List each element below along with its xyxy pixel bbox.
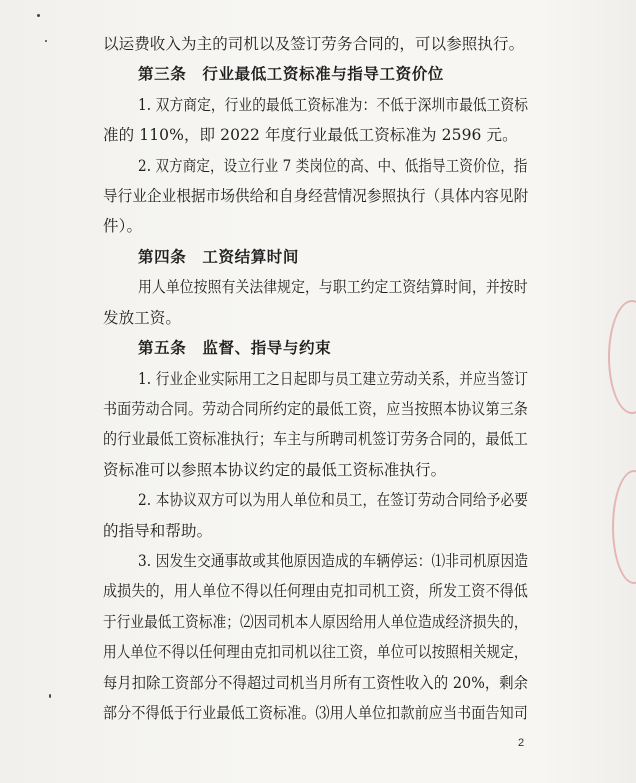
scan-speck <box>49 694 51 698</box>
page-number: 2 <box>518 737 525 749</box>
text-line: 1. 行业企业实际用工之日起即与员工建立劳动关系，并应当签订 <box>138 370 529 388</box>
text-line: 部分不得低于行业最低工资标准。⑶用人单位扣款前应当书面告知司 <box>103 704 528 722</box>
text-line: 准的 110%，即 2022 年度行业最低工资标准为 2596 元。 <box>103 126 518 144</box>
text-line: 书面劳动合同。劳动合同所约定的最低工资，应当按照本协议第三条 <box>103 400 528 418</box>
text-line: 2. 双方商定，设立行业 7 类岗位的高、中、低指导工资价位，指 <box>138 157 528 175</box>
text-line: 每月扣除工资部分不得超过司机当月所有工资性收入的 20%，剩余 <box>103 674 529 692</box>
text-line: 导行业企业根据市场供给和自身经营情况参照执行（具体内容见附 <box>103 187 529 205</box>
text-line: 于行业最低工资标准；⑵因司机本人原因给用人单位造成经济损失的， <box>103 613 528 631</box>
section-heading: 第五条 监督、指导与约束 <box>138 338 332 357</box>
section-heading: 第四条 工资结算时间 <box>138 247 300 266</box>
text-line: 用人单位按照有关法律规定，与职工约定工资结算时间，并按时 <box>138 278 528 296</box>
text-line: 件）。 <box>103 217 143 235</box>
seal-stamp-edge <box>608 300 636 414</box>
text-line: 的行业最低工资标准执行；车主与所聘司机签订劳务合同的，最低工 <box>103 430 528 448</box>
text-line: 2. 本协议双方可以为用人单位和员工，在签订劳动合同给予必要 <box>138 491 529 509</box>
text-line: 1. 双方商定，行业的最低工资标准为：不低于深圳市最低工资标 <box>138 96 529 114</box>
scan-speck <box>37 14 40 17</box>
seal-stamp-edge <box>612 470 636 584</box>
scan-speck <box>45 40 47 42</box>
text-line: 发放工资。 <box>103 309 182 327</box>
text-line: 资标准可以参照本协议约定的最低工资标准执行。 <box>103 461 447 479</box>
text-line: 3. 因发生交通事故或其他原因造成的车辆停运：⑴非司机原因造 <box>138 552 529 570</box>
text-line: 以运费收入为主的司机以及签订劳务合同的，可以参照执行。 <box>103 35 525 53</box>
section-heading: 第三条 行业最低工资标准与指导工资价位 <box>138 64 444 83</box>
text-line: 成损失的，用人单位不得以任何理由克扣司机工资，所发工资不得低 <box>103 582 528 600</box>
text-line: 的指导和帮助。 <box>103 522 213 540</box>
text-line: 用人单位不得以任何理由克扣司机以往工资，单位可以按照相关规定， <box>103 643 528 661</box>
